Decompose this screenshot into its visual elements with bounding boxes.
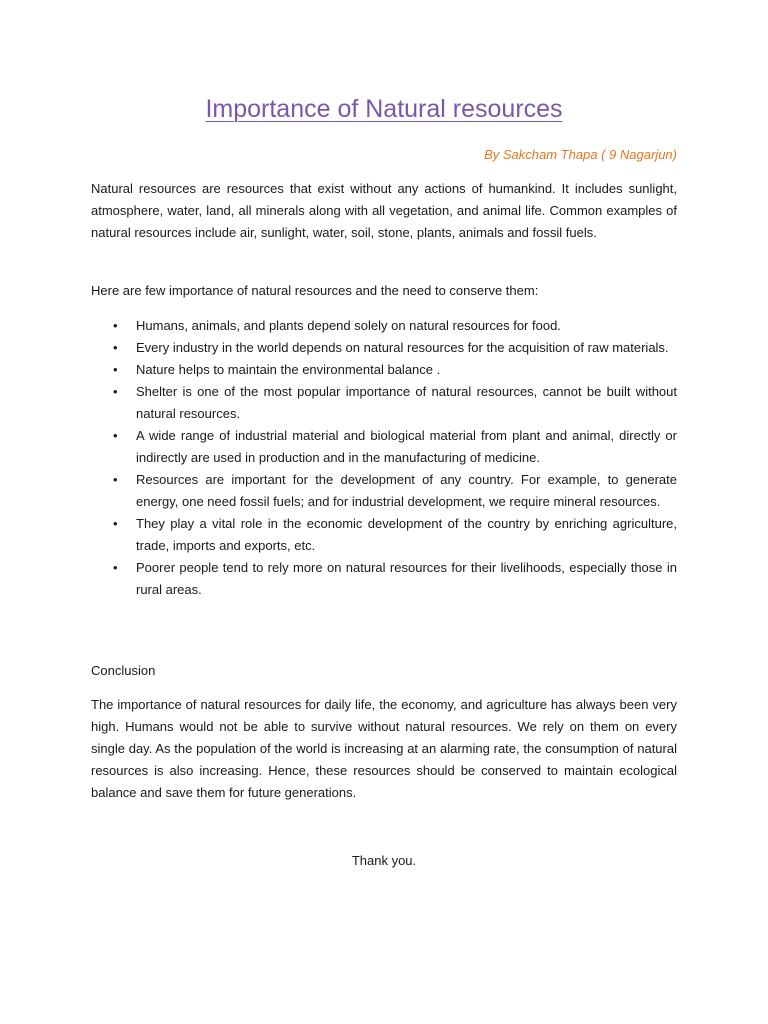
list-item-text: They play a vital role in the economic development of the country by enriching agriculture, trade, imports and exports, etc.: [136, 516, 677, 553]
lead-in-paragraph: Here are few importance of natural resources and the need to conserve them:: [91, 283, 539, 298]
bullet-icon: •: [113, 362, 118, 377]
author-byline: By Sakcham Thapa ( 9 Nagarjun): [484, 147, 677, 162]
conclusion-heading: Conclusion: [91, 663, 156, 678]
conclusion-paragraph: The importance of natural resources for daily life, the economy, and agriculture has always been very high. Humans would not be able to survive without natural resources. We rely on them on every single day. As the population of the world is increasing at an alarming rate, the consumption of natural resources is also increasing. Hence, these resources should be conserved to maintain ecological balance and save them for future generations.: [91, 697, 677, 800]
list-item-text: Humans, animals, and plants depend solely on natural resources for food.: [136, 318, 561, 333]
intro-paragraph: Natural resources are resources that exist without any actions of humankind. It includes sunlight, atmosphere, water, land, all minerals along with all vegetation, and animal life. Common examples of natural resources include air, sunlight, water, soil, stone, plants, animals and fossil fuels.: [91, 181, 677, 240]
list-item-text: Poorer people tend to rely more on natural resources for their livelihoods, especially those in rural areas.: [136, 560, 677, 597]
bullet-icon: •: [113, 516, 118, 531]
list-item-text: Shelter is one of the most popular importance of natural resources, cannot be built without natural resources.: [136, 384, 677, 421]
list-item: [91, 381, 677, 425]
list-item: [91, 359, 677, 381]
list-item: [91, 557, 677, 601]
bullet-icon: •: [113, 472, 118, 487]
bullet-icon: •: [113, 340, 118, 355]
list-item-text: Nature helps to maintain the environmental balance .: [136, 362, 441, 377]
list-item-text: Resources are important for the development of any country. For example, to generate energy, one need fossil fuels; and for industrial development, we require mineral resources.: [136, 472, 677, 509]
document-page: [91, 0, 677, 1024]
list-item: [91, 469, 677, 513]
document-title: Importance of Natural resources: [205, 95, 563, 123]
list-item: [91, 315, 677, 337]
list-item: [91, 337, 677, 359]
list-item: [91, 513, 677, 557]
list-item: [91, 425, 677, 469]
bullet-icon: •: [113, 318, 118, 333]
list-item-text: Every industry in the world depends on natural resources for the acquisition of raw materials.: [136, 340, 669, 355]
bullet-icon: •: [113, 560, 118, 575]
bullet-icon: •: [113, 384, 118, 399]
bullet-icon: •: [113, 428, 118, 443]
list-item-text: A wide range of industrial material and biological material from plant and animal, directly or indirectly are used in production and in the manufacturing of medicine.: [136, 428, 677, 465]
closing-text: Thank you.: [351, 853, 417, 868]
importance-list: [91, 315, 677, 601]
